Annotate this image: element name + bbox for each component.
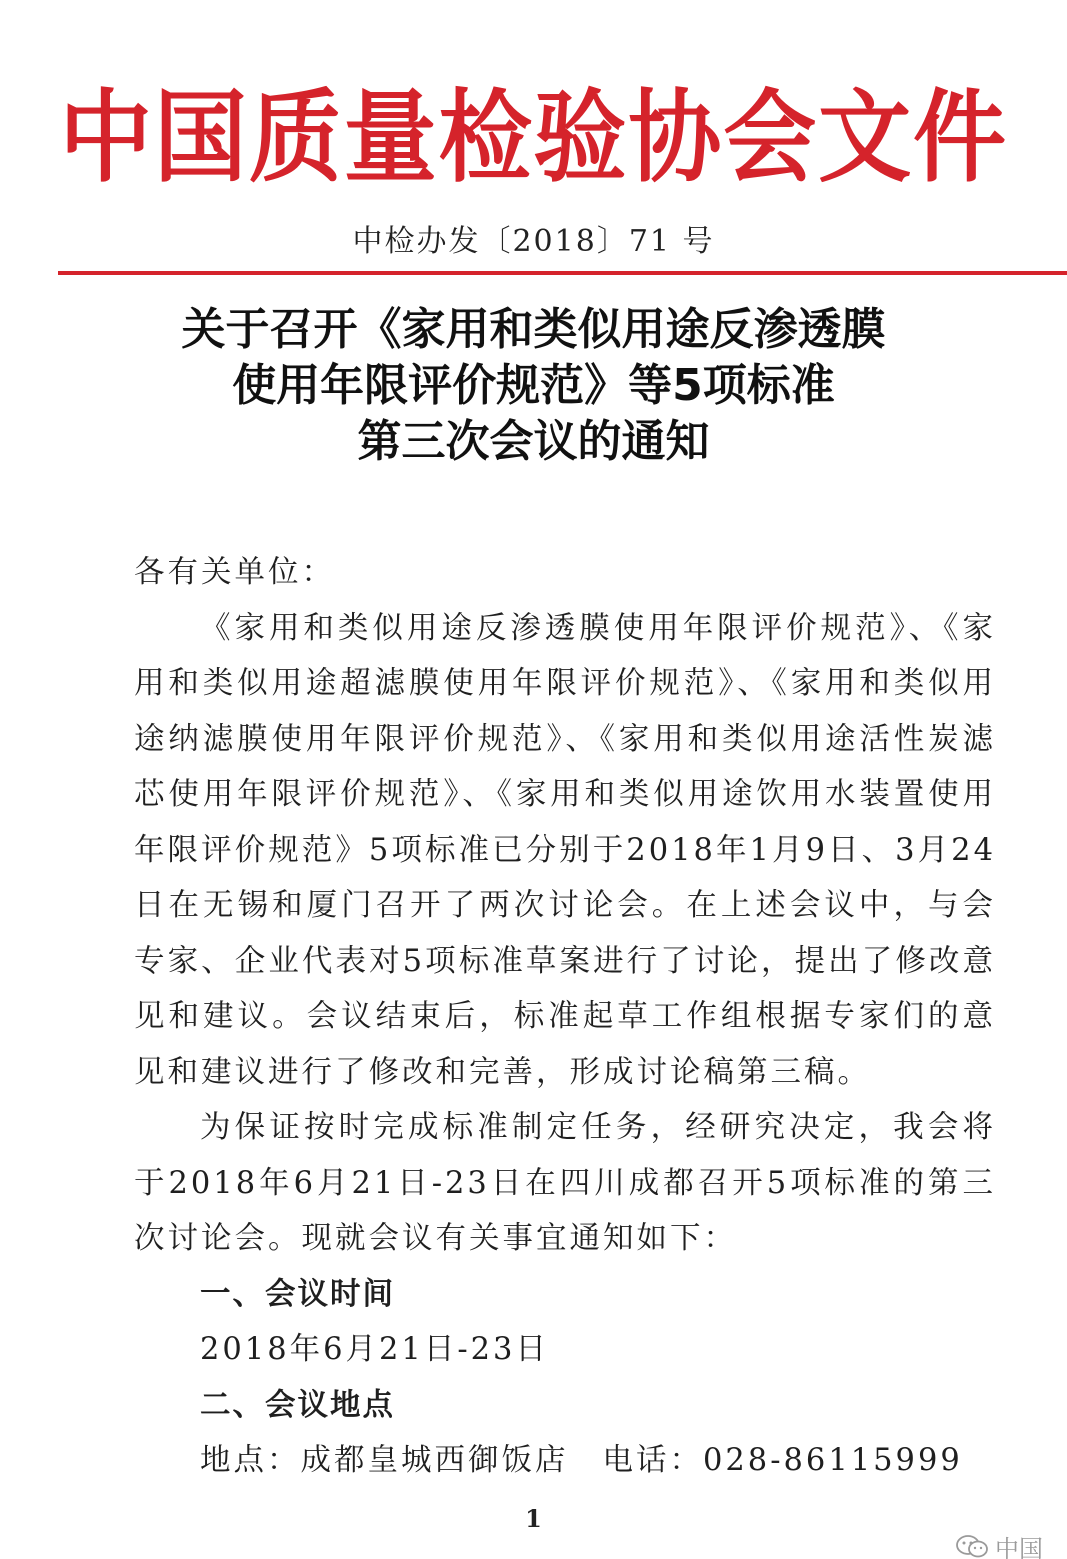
meeting-time: 2018年6月21日-23日 [200, 1332, 549, 1367]
watermark-text: 中国 [995, 1534, 1043, 1559]
notice-title [0, 302, 1067, 470]
notice-title-line-1: 关于召开《家用和类似用途反渗透膜 [181, 304, 886, 355]
paragraph-decision: 为保证按时完成标准制定任务，经研究决定，我会将于2018年6月21日-23日在四川成都召开5项标准的第三次讨论会。现就会议有关事宜通知如下： [134, 1110, 996, 1256]
notice-title-line-2: 使用年限评价规范》等5项标准 [232, 360, 835, 411]
meeting-phone: 电话：028-86115999 [602, 1443, 963, 1478]
salutation: 各有关单位： [134, 555, 335, 590]
document-number: 中检办发〔2018〕71 号 [352, 224, 715, 259]
page-number: 1 [525, 1504, 542, 1533]
paragraph-background: 《家用和类似用途反渗透膜使用年限评价规范》、《家用和类似用途超滤膜使用年限评价规范》、《家用和类似用途纳滤膜使用年限评价规范》、《家用和类似用途活性炭滤芯使用年限评价规范》、《家用和类似用途饮用水装置使用年限评价规范》5项标准已分别于2018年1月9日、3月24日在无锡和厦门召开了两次讨论会。在上述会议中，与会专家、企业代表对5项标准草案进行了讨论，提出了修改意见和建议。会议结束后，标准起草工作组根据专家们的意见和建议进行了修改和完善，形成讨论稿第三稿。 [134, 610, 996, 1090]
section-heading-location: 二、会议地点 [200, 1387, 395, 1423]
masthead-title: 中国质量检验协会文件 [59, 79, 1008, 196]
meeting-location: 地点：成都皇城西御饭店 [200, 1443, 569, 1478]
red-divider-line [58, 271, 1067, 275]
wechat-icon [955, 1534, 989, 1558]
watermark [955, 1533, 1067, 1559]
notice-title-line-3: 第三次会议的通知 [357, 416, 710, 467]
notice-body [134, 545, 996, 1489]
meeting-location-line [134, 1433, 996, 1489]
section-heading-time: 一、会议时间 [200, 1276, 395, 1312]
